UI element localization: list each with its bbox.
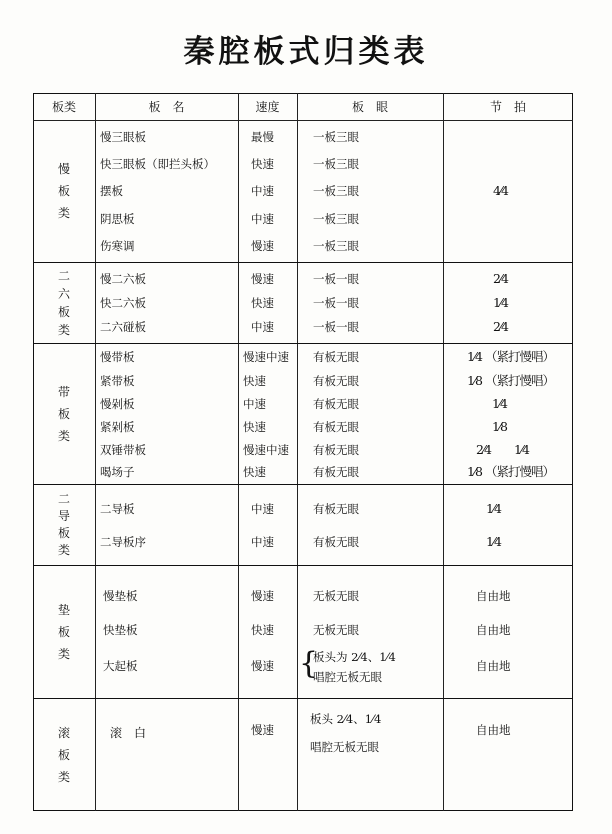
header-beat: 板 眼	[351, 100, 388, 114]
row-speed: 慢速	[251, 659, 274, 673]
meter-value: 自由地	[476, 723, 511, 737]
row-name: 阴思板	[100, 212, 135, 226]
brace-symbol: {	[299, 646, 319, 681]
row-speed: 快速	[251, 157, 274, 171]
row-speed: 快速	[243, 465, 266, 479]
row-name: 滚 白	[110, 726, 147, 740]
row-speed: 中速	[243, 397, 266, 411]
row-name: 摆板	[100, 184, 123, 198]
header-category: 板类	[51, 100, 76, 114]
row-speed: 慢速	[251, 723, 274, 737]
group-divider	[33, 343, 573, 344]
meter-value: 自由地	[476, 623, 511, 637]
meter-value: 1⁄4 （紧打慢唱）	[467, 349, 554, 364]
meter-value: 1⁄8	[492, 419, 507, 434]
meter-value: 自由地	[476, 589, 511, 603]
row-speed: 快速	[243, 420, 266, 434]
group-divider	[33, 262, 573, 263]
column-divider	[95, 93, 96, 811]
meter-value: 2⁄4	[493, 319, 508, 334]
meter-value: 2⁄4	[493, 271, 508, 286]
row-speed: 慢速	[251, 239, 274, 253]
row-beat: 有板无眼	[313, 465, 359, 479]
row-beat-line2: 唱腔无板无眼	[310, 740, 379, 754]
meter-value: 1⁄4	[492, 396, 507, 411]
row-beat: 无板无眼	[313, 623, 359, 637]
row-name: 慢带板	[100, 350, 135, 364]
category-label: 二 导 板 类	[57, 491, 70, 557]
row-speed: 中速	[251, 320, 274, 334]
meter-value: 1⁄8 （紧打慢唱）	[467, 464, 554, 479]
group-divider	[33, 565, 573, 566]
row-name: 二导板序	[100, 535, 146, 549]
category-label: 二 六 板 类	[57, 268, 70, 337]
row-name: 慢二六板	[100, 272, 146, 286]
row-speed: 中速	[251, 184, 274, 198]
row-beat: 一板三眼	[313, 184, 359, 198]
header-divider	[33, 120, 573, 121]
column-divider	[238, 93, 239, 811]
header-name: 板 名	[148, 100, 185, 114]
row-speed: 快速	[251, 623, 274, 637]
group-divider	[33, 484, 573, 485]
row-beat: 有板无眼	[313, 535, 359, 549]
column-divider	[443, 93, 444, 811]
row-name: 喝场子	[100, 465, 135, 479]
row-name: 二导板	[100, 502, 135, 516]
row-speed: 慢速中速	[243, 443, 289, 457]
row-beat-line1: 板头为 2⁄4、1⁄4	[313, 650, 396, 664]
row-beat: 一板一眼	[313, 320, 359, 334]
meter-value: 1⁄8 （紧打慢唱）	[467, 373, 554, 388]
row-beat: 有板无眼	[313, 443, 359, 457]
row-speed: 中速	[251, 502, 274, 516]
row-beat: 有板无眼	[313, 420, 359, 434]
row-speed: 快速	[243, 374, 266, 388]
meter-value: 1⁄4	[486, 534, 501, 549]
row-beat: 一板三眼	[313, 212, 359, 226]
category-label: 慢 板 类	[57, 162, 70, 220]
row-beat: 有板无眼	[313, 374, 359, 388]
category-label: 滚 板 类	[57, 725, 70, 784]
row-beat: 一板一眼	[313, 272, 359, 286]
row-name: 慢三眼板	[100, 130, 146, 144]
page-title: 秦腔板式归类表	[183, 34, 429, 70]
meter-value: 1⁄4	[493, 295, 508, 310]
row-speed: 慢速	[251, 272, 274, 286]
row-beat: 无板无眼	[313, 589, 359, 603]
row-beat: 有板无眼	[313, 502, 359, 516]
row-speed: 最慢	[251, 130, 274, 144]
row-speed: 中速	[251, 535, 274, 549]
row-name: 慢剁板	[100, 397, 135, 411]
meter-value: 2⁄4 1⁄4	[476, 442, 529, 457]
row-name: 大起板	[103, 659, 138, 673]
header-meter: 节 拍	[489, 100, 526, 114]
row-beat: 有板无眼	[313, 350, 359, 364]
category-label: 带 板 类	[57, 384, 70, 443]
row-beat: 一板一眼	[313, 296, 359, 310]
row-name: 快三眼板（即拦头板）	[100, 157, 215, 171]
row-name: 紧剁板	[100, 420, 135, 434]
meter-value: 自由地	[476, 659, 511, 673]
row-name: 慢垫板	[103, 589, 138, 603]
meter-value: 4⁄4	[493, 183, 508, 198]
row-beat: 一板三眼	[313, 130, 359, 144]
row-name: 快垫板	[103, 623, 138, 637]
row-speed: 慢速	[251, 589, 274, 603]
row-name: 双锤带板	[100, 443, 146, 457]
row-name: 伤寒调	[100, 239, 135, 253]
group-divider	[33, 698, 573, 699]
header-speed: 速度	[255, 100, 280, 114]
row-name: 紧带板	[100, 374, 135, 388]
row-speed: 中速	[251, 212, 274, 226]
row-beat: 一板三眼	[313, 239, 359, 253]
row-beat: 有板无眼	[313, 397, 359, 411]
row-speed: 慢速中速	[243, 350, 289, 364]
meter-value: 1⁄4	[486, 501, 501, 516]
category-label: 垫 板 类	[57, 602, 70, 661]
column-divider	[297, 93, 298, 811]
row-beat: 一板三眼	[313, 157, 359, 171]
row-speed: 快速	[251, 296, 274, 310]
row-beat-line1: 板头 2⁄4、1⁄4	[310, 712, 382, 726]
row-name: 二六碰板	[100, 320, 146, 334]
row-name: 快二六板	[100, 296, 146, 310]
row-beat-line2: 唱腔无板无眼	[313, 670, 382, 684]
